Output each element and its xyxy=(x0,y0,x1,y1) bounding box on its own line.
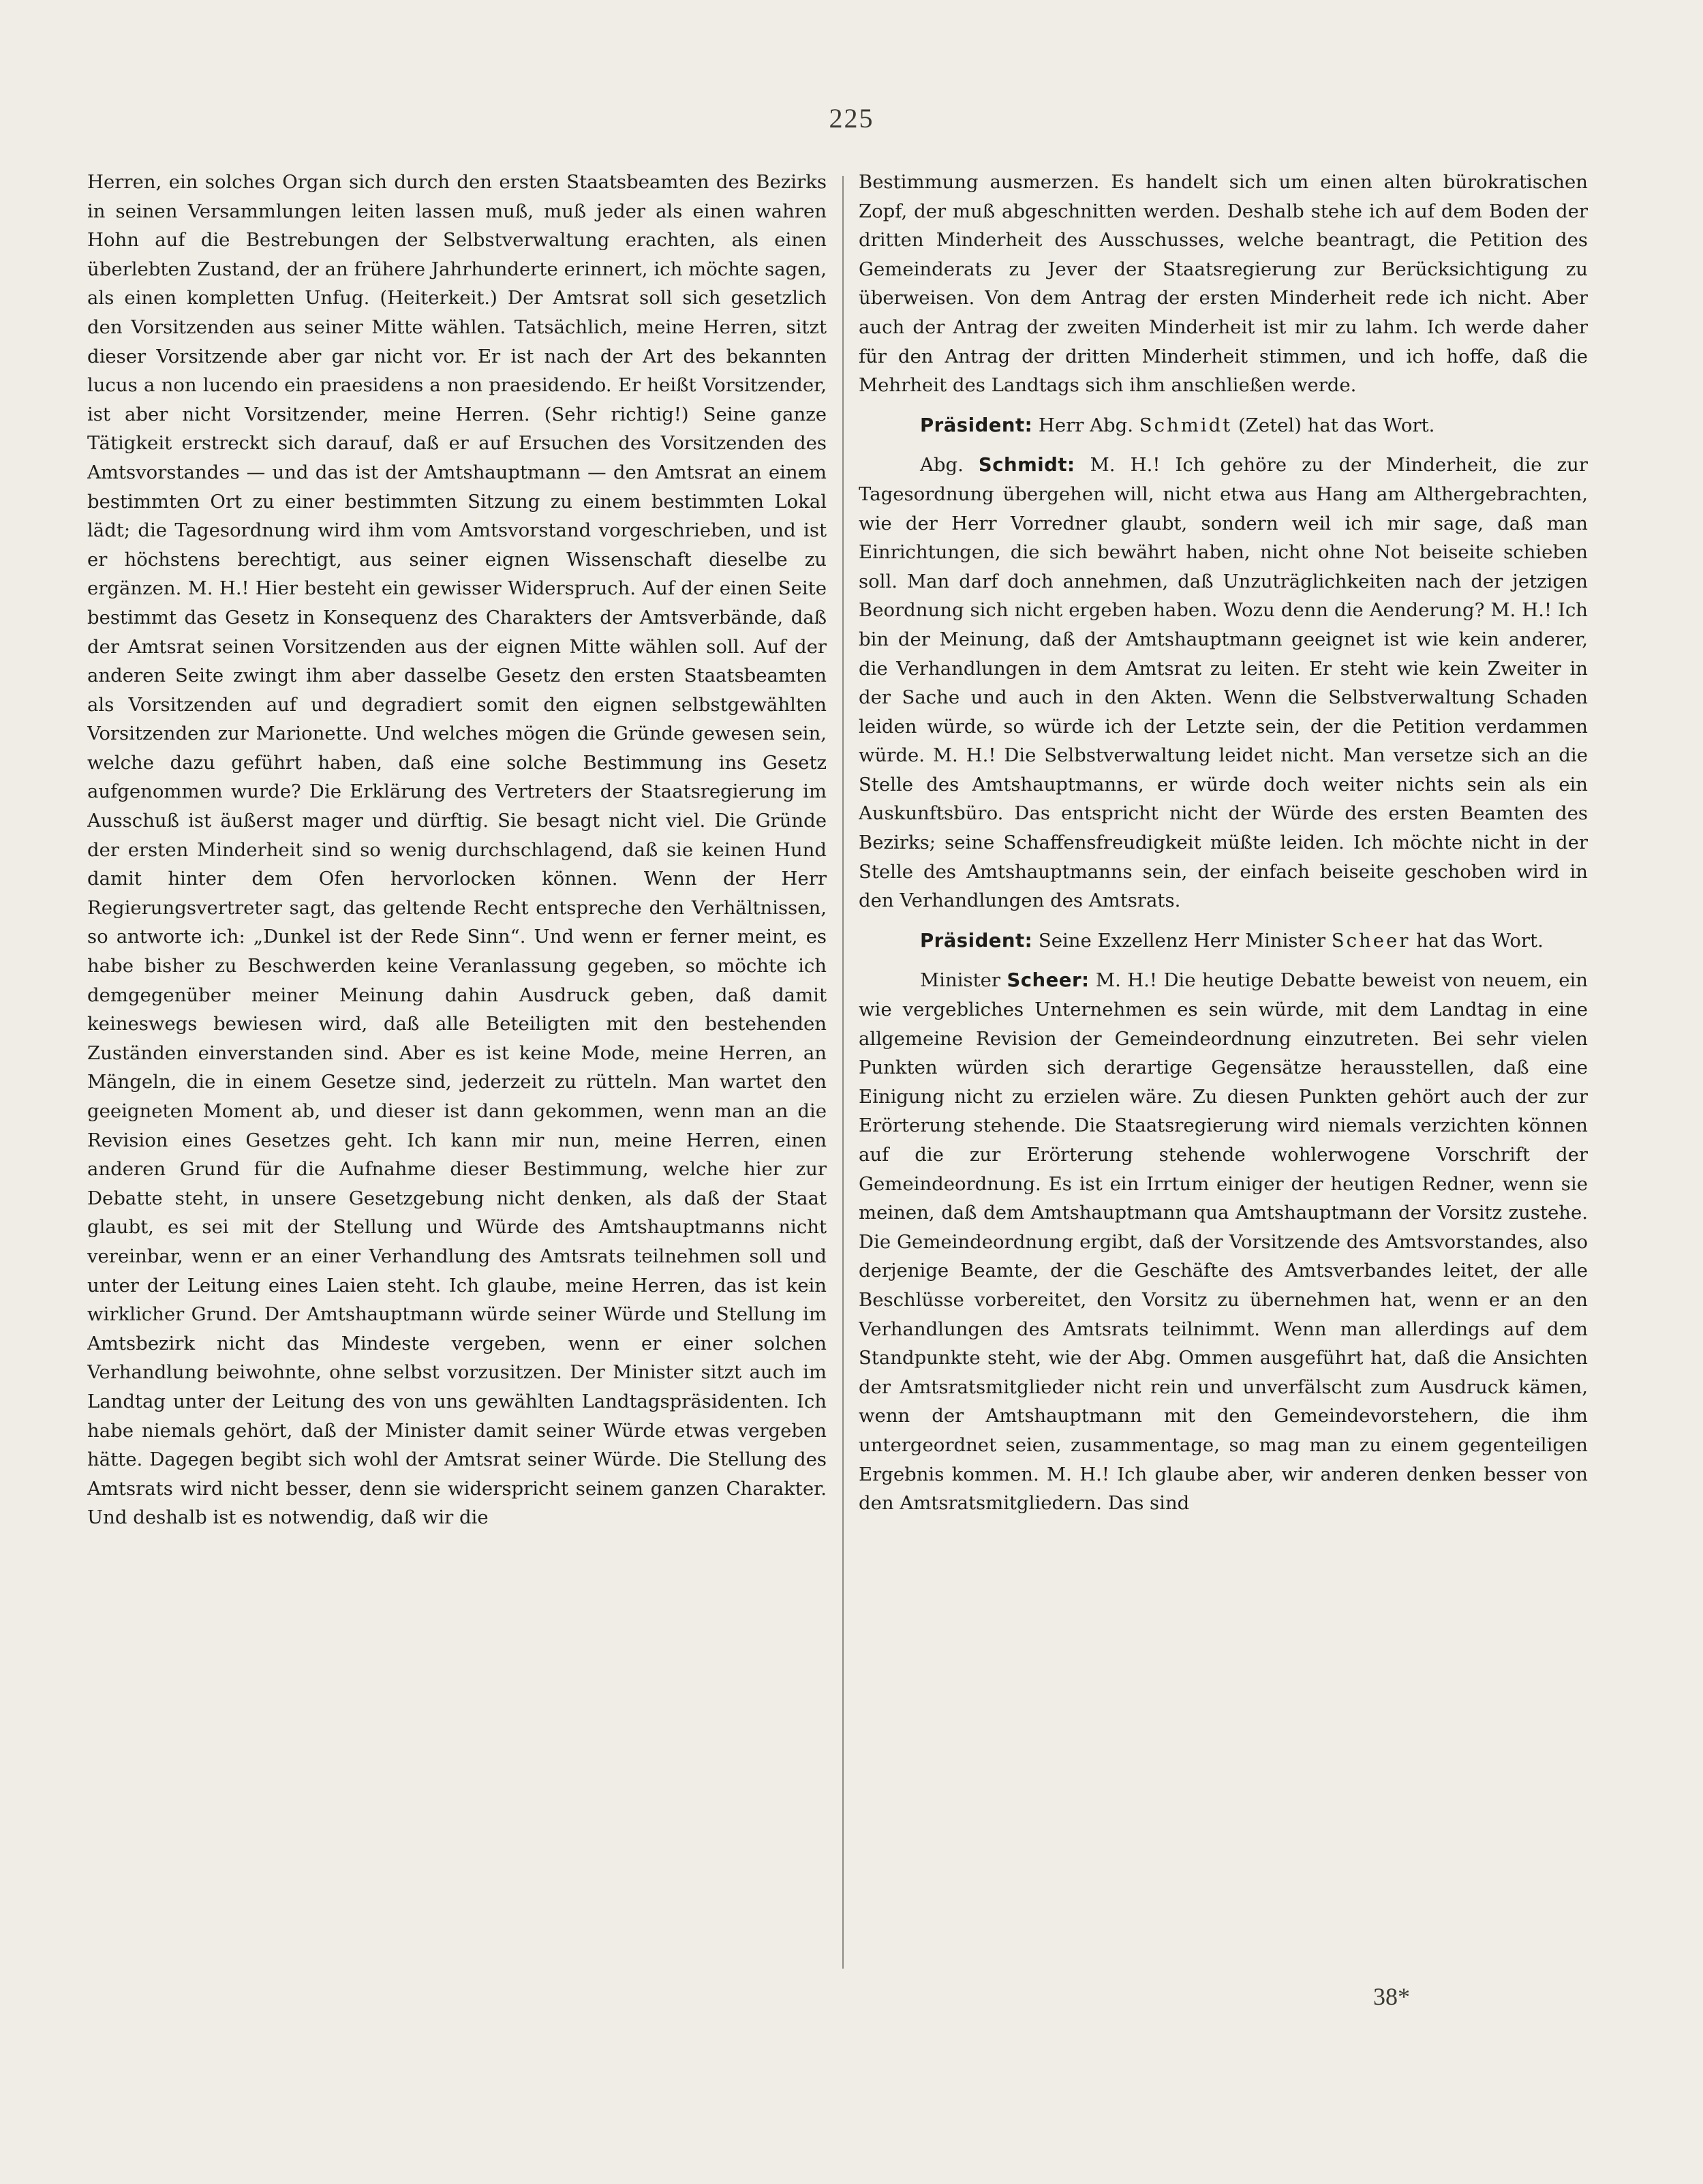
p2-text: Herr Abg. xyxy=(1038,414,1133,436)
p4-text: Seine Exzellenz Herr Minister xyxy=(1038,929,1326,952)
right-paragraph-5 xyxy=(859,966,1588,1517)
right-paragraph-1: Bestimmung ausmerzen. Es handelt sich um einen alten bürokratischen Zopf, der muß abgeschnitten werden. Deshalb stehe ich auf dem Boden der dritten Minderheit des Ausschusses, welche beantragt, die Petition des Gemeinderats zu Jever der Staatsregierung zur Berücksichtigung zu überweisen. Von dem Antrag der ersten Minderheit rede ich nicht. Aber auch der Antrag der zweiten Minderheit ist mir zu lahm. Ich werde daher für den Antrag der dritten Minderheit stimmen, und ich hoffe, daß die Mehrheit des Landtags sich ihm anschließen werde. xyxy=(859,171,1588,397)
left-column xyxy=(87,168,827,2076)
right-paragraph-2 xyxy=(859,411,1588,440)
p3-text: M. H.! Ich gehöre zu der Minderheit, die zur Tagesordnung übergehen will, nicht etwa aus Hang am Althergebrachten, wie der Herr Vorredner glaubt, sondern weil ich mir sage, daß man Einrichtungen, die sich bewährt haben, nicht ohne Not beiseite schieben soll. Man darf doch annehmen, daß Unzuträglichkeiten nach der jetzigen Beordnung sich nicht ergeben haben. Wozu denn die Aenderung? M. H.! Ich bin der Meinung, daß der Amtshauptmann geeignet ist wie kein anderer, die Verhandlungen in dem Amtsrat zu leiten. Er steht wie kein Zweiter in der Sache und auch in den Akten. Wenn die Selbstverwaltung Schaden leiden würde, so würde ich der Letzte sein, der die Petition verdammen würde. M. H.! Die Selbstverwaltung leidet nicht. Man versetze sich an die Stelle des Amtshauptmanns, er würde doch weiter nichts sein als ein Auskunftsbüro. Das entspricht nicht der Würde des ersten Beamten des Bezirks; seine Schaffensfreudigkeit müßte leiden. Ich möchte nicht in der Stelle des Amtshauptmanns sein, der einfach beiseite geschoben wird in den Verhandlungen des Amtsrats. xyxy=(859,454,1588,912)
p2-rest: (Zetel) hat das Wort. xyxy=(1238,414,1435,436)
right-paragraph-3 xyxy=(859,451,1588,915)
page-number: 225 xyxy=(829,103,874,134)
speaker-label-president: Präsident: xyxy=(920,414,1033,436)
speaker-label-schmidt: Schmidt: xyxy=(978,454,1075,476)
right-paragraph-4 xyxy=(859,926,1588,956)
p4-name: Scheer xyxy=(1331,929,1411,952)
p5-prefix: Minister xyxy=(920,969,1001,992)
right-column xyxy=(859,168,1588,1974)
p4-rest: hat das Wort. xyxy=(1416,929,1544,952)
p2-name: Schmidt xyxy=(1139,414,1233,436)
sheet-signature: 38* xyxy=(1373,1983,1410,2010)
speaker-label-scheer: Scheer: xyxy=(1007,969,1090,992)
p5-text: M. H.! Die heutige Debatte beweist von neuem, ein wie vergebliches Unternehmen es sein würde, mit dem Landtag in eine allgemeine Revision der Gemeindeordnung einzutreten. Bei sehr vielen Punkten würden sich derartige Gegensätze herausstellen, daß eine Einigung nicht zu erzielen wäre. Zu diesen Punkten gehört auch der zur Erörterung stehende. Die Staatsregierung wird niemals verzichten können auf die zur Erörterung stehende wohlerwogene Vorschrift der Gemeindeordnung. Es ist ein Irrtum einiger der heutigen Redner, wenn sie meinen, daß dem Amtshauptmann qua Amtshauptmann der Vorsitz zustehe. Die Gemeindeordnung ergibt, daß der Vorsitzende des Amtsvorstandes, also derjenige Beamte, der die Geschäfte des Amtsverbandes leitet, der alle Beschlüsse vorbereitet, den Vorsitz zu übernehmen hat, wenn er an den Verhandlungen des Amtsrats teilnimmt. Wenn man allerdings auf dem Standpunkte steht, wie der Abg. Ommen ausgeführt hat, daß die Ansichten der Amtsratsmitglieder nicht rein und unverfälscht zum Ausdruck kämen, wenn der Amtshauptmann mit den Gemeindevorstehern, die ihm untergeordnet seien, zusammentage, so mag man zu einem gegenteiligen Ergebnis kommen. M. H.! Ich glaube aber, wir anderen denken besser von den Amtsratsmitgliedern. Das sind xyxy=(859,969,1588,1515)
p3-prefix: Abg. xyxy=(920,454,964,476)
speaker-label-president-2: Präsident: xyxy=(920,929,1033,952)
column-divider xyxy=(842,176,844,1969)
left-paragraph-1: Herren, ein solches Organ sich durch den ersten Staatsbeamten des Bezirks in seinen Versammlungen leiten lassen muß, muß jeder als einen wahren Hohn auf die Bestrebungen der Selbstverwaltung erachten, als einen überlebten Zustand, der an frühere Jahrhunderte erinnert, ich möchte sagen, als einen kompletten Unfug. (Heiterkeit.) Der Amtsrat soll sich gesetzlich den Vorsitzenden aus seiner Mitte wählen. Tatsächlich, meine Herren, sitzt dieser Vorsitzende aber gar nicht vor. Er ist nach der Art des bekannten lucus a non lucendo ein praesidens a non praesidendo. Er heißt Vorsitzender, ist aber nicht Vorsitzender, meine Herren. (Sehr richtig!) Seine ganze Tätigkeit erstreckt sich darauf, daß er auf Ersuchen des Vorsitzenden des Amtsvorstandes — und das ist der Amtshauptmann — den Amtsrat an einem bestimmten Ort zu einer bestimmten Sitzung zu einem bestimmten Lokal lädt; die Tagesordnung wird ihm vom Amtsvorstand vorgeschrieben, und ist er höchstens berechtigt, aus seiner eignen Wissenschaft dieselbe zu ergänzen. M. H.! Hier besteht ein gewisser Widerspruch. Auf der einen Seite bestimmt das Gesetz in Konsequenz des Charakters der Amtsverbände, daß der Amtsrat seinen Vorsitzenden aus der eignen Mitte wählen soll. Auf der anderen Seite zwingt ihm aber dasselbe Gesetz den ersten Staatsbeamten als Vorsitzenden auf und degradiert somit den eignen selbstgewählten Vorsitzenden zur Marionette. Und welches mögen die Gründe gewesen sein, welche dazu geführt haben, daß eine solche Bestimmung ins Gesetz aufgenommen wurde? Die Erklärung des Vertreters der Staatsregierung im Ausschuß ist äußerst mager und dürftig. Sie besagt nicht viel. Die Gründe der ersten Minderheit sind so wenig durchschlagend, daß sie keinen Hund damit hinter dem Ofen hervorlocken können. Wenn der Herr Regierungsvertreter sagt, das geltende Recht entspreche den Verhältnissen, so antworte ich: „Dunkel ist der Rede Sinn“. Und wenn er ferner meint, es habe bisher zu Beschwerden keine Veranlassung gegeben, so möchte ich demgegenüber meiner Meinung dahin Ausdruck geben, daß damit keineswegs bewiesen wird, daß alle Beteiligten mit den bestehenden Zuständen einverstanden sind. Aber es ist keine Mode, meine Herren, an Mängeln, die in einem Gesetze sind, jederzeit zu rütteln. Man wartet den geeigneten Moment ab, und dieser ist dann gekommen, wenn man an die Revision eines Gesetzes geht. Ich kann mir nun, meine Herren, einen anderen Grund für die Aufnahme dieser Bestimmung, welche hier zur Debatte steht, in unsere Gesetzgebung nicht denken, als daß der Staat glaubt, es sei mit der Stellung und Würde des Amtshauptmanns nicht vereinbar, wenn er an einer Verhandlung des Amtsrats teilnehmen soll und unter der Leitung eines Laien steht. Ich glaube, meine Herren, das ist kein wirklicher Grund. Der Amtshauptmann würde seiner Würde und Stellung im Amtsbezirk nicht das Mindeste vergeben, wenn er einer solchen Verhandlung beiwohnte, ohne selbst vorzusitzen. Der Minister sitzt auch im Landtag unter der Leitung des von uns gewählten Landtagspräsidenten. Ich habe niemals gehört, daß der Minister damit seiner Würde etwas vergeben hätte. Dagegen begibt sich wohl der Amtsrat seiner Würde. Die Stellung des Amtsrats wird nicht besser, denn sie widerspricht seinem ganzen Charakter. Und deshalb ist es notwendig, daß wir die xyxy=(87,171,827,1529)
